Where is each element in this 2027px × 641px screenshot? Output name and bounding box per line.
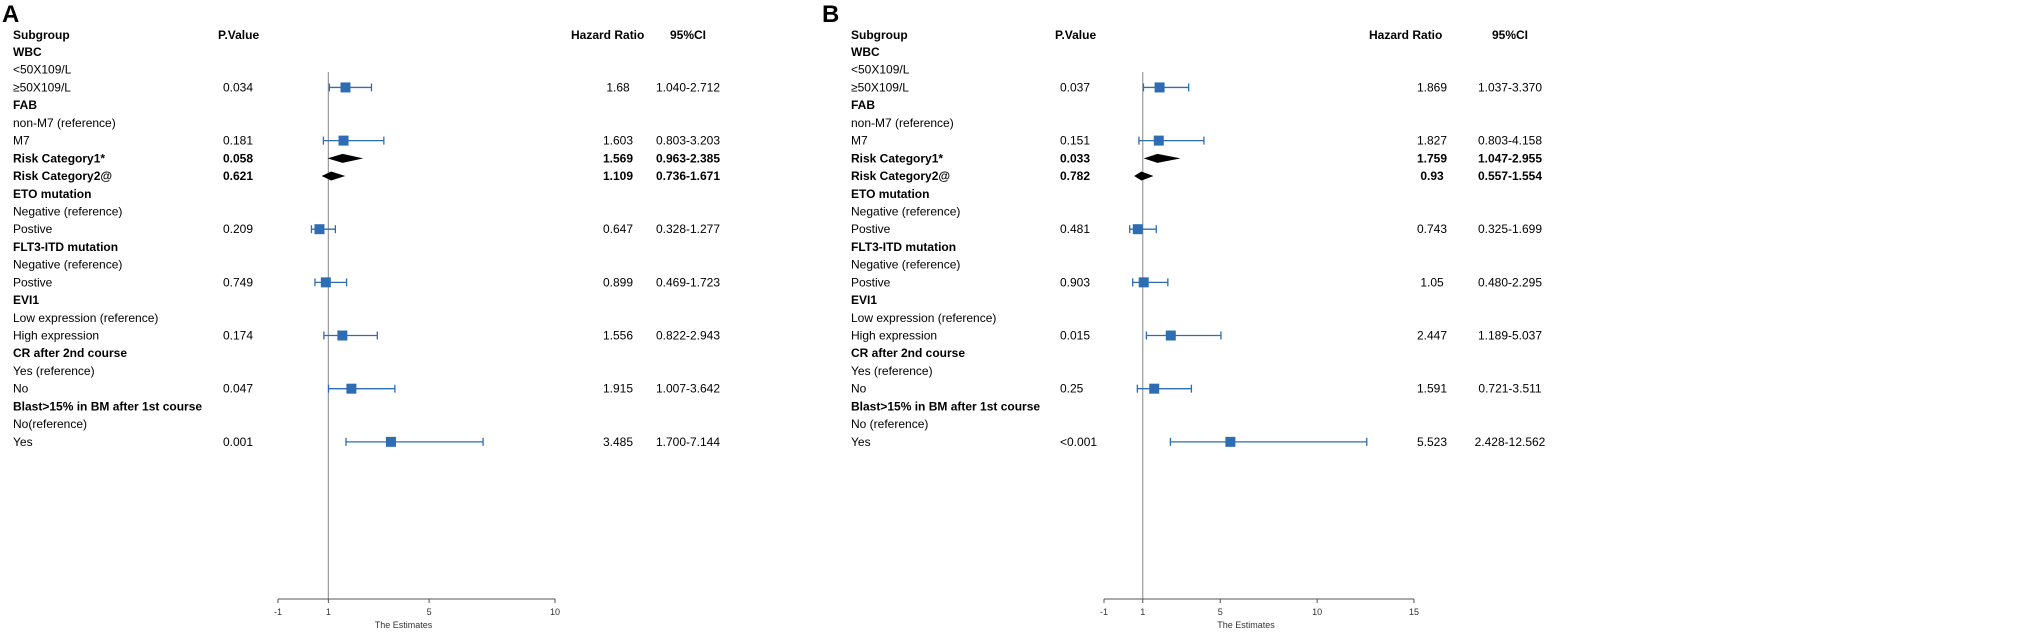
row-pvalue: <0.001 [1060,434,1098,449]
row-label: ETO mutation [851,186,930,201]
row-label: Negative (reference) [13,204,123,219]
row-95ci: 0.736-1.671 [655,169,721,184]
row-95ci: 0.325-1.699 [1477,222,1543,237]
row-pvalue: 0.174 [223,328,254,343]
row-95ci: 1.007-3.642 [655,381,721,396]
row-label: High expression [13,328,100,343]
row-label: <50X109/L [13,62,72,77]
row-pvalue: 0.25 [1060,381,1084,396]
row-label: FAB [13,98,37,113]
estimate-marker [321,277,331,287]
row-pvalue: 0.033 [1060,151,1091,166]
row-label: Low expression (reference) [13,310,159,325]
header-95ci: 95%CI [1491,28,1529,42]
row-label: Negative (reference) [13,257,123,272]
row-label: No(reference) [13,417,88,432]
estimate-marker [340,82,350,92]
header-hazard-ratio: Hazard Ratio [571,28,645,42]
panel-letter: B [822,1,840,28]
row-label: Postive [13,222,53,237]
row-95ci: 0.963-2.385 [655,151,721,166]
row-label: Risk Category1* [13,151,106,166]
row-label: FLT3-ITD mutation [851,239,957,254]
header-95ci: 95%CI [669,28,707,42]
row-label: FAB [851,98,875,113]
row-hazard-ratio: 1.591 [1416,381,1448,396]
row-hazard-ratio: 1.827 [1416,133,1448,148]
estimate-marker [1154,136,1164,146]
row-95ci: 0.822-2.943 [655,328,721,343]
x-tick-label: 15 [1408,607,1420,617]
row-95ci: 2.428-12.562 [1474,434,1546,449]
row-95ci: 0.469-1.723 [655,275,721,290]
row-hazard-ratio: 1.68 [606,80,630,95]
row-pvalue: 0.015 [1060,328,1091,343]
x-tick-label: 1 [1140,607,1146,617]
forest-panel-b [822,1,1546,630]
summary-diamond [1144,154,1181,163]
row-95ci: 0.803-3.203 [655,133,721,148]
row-pvalue: 0.047 [223,381,254,396]
row-label: Yes (reference) [13,363,95,378]
header-hazard-ratio: Hazard Ratio [1369,28,1443,42]
estimate-marker [1149,384,1159,394]
forest-panel-a [2,1,720,630]
row-label: ≥50X109/L [851,80,909,95]
header-subgroup: Subgroup [13,28,70,42]
row-hazard-ratio: 1.569 [602,151,634,166]
row-label: non-M7 (reference) [851,115,954,130]
row-label: Yes (reference) [851,363,933,378]
row-label: M7 [13,133,30,148]
header-pvalue: P.Value [1055,28,1097,42]
row-label: Blast>15% in BM after 1st course [851,399,1041,414]
row-label: non-M7 (reference) [13,115,116,130]
row-label: Blast>15% in BM after 1st course [13,399,203,414]
row-pvalue: 0.034 [223,80,254,95]
x-axis-title: The Estimates [374,620,433,630]
x-axis-title: The Estimates [1217,620,1275,630]
estimate-marker [337,331,347,341]
row-hazard-ratio: 0.743 [1416,222,1448,237]
row-label: CR after 2nd course [13,346,128,361]
row-label: <50X109/L [851,62,910,77]
row-95ci: 1.189-5.037 [1477,328,1543,343]
row-label: Postive [851,222,891,237]
row-pvalue: 0.151 [1060,133,1091,148]
x-tick-label: -1 [1099,607,1109,617]
row-label: ≥50X109/L [13,80,71,95]
row-label: Risk Category2@ [13,169,113,184]
row-label: ETO mutation [13,186,92,201]
row-pvalue: 0.058 [223,151,254,166]
row-label: Negative (reference) [851,204,961,219]
estimate-marker [1225,437,1235,447]
row-hazard-ratio: 1.759 [1416,151,1448,166]
row-label: Yes [13,434,33,449]
header-pvalue: P.Value [218,28,260,42]
row-95ci: 0.803-4.158 [1477,133,1543,148]
row-pvalue: 0.903 [1060,275,1091,290]
estimate-marker [1133,224,1143,234]
x-tick-label: 10 [549,607,561,617]
row-label: Risk Category2@ [851,169,951,184]
x-tick-label: 5 [1217,607,1223,617]
row-hazard-ratio: 1.109 [602,169,634,184]
row-label: Risk Category1* [851,151,944,166]
row-label: Postive [13,275,53,290]
estimate-marker [346,384,356,394]
estimate-marker [314,224,324,234]
row-hazard-ratio: 0.647 [602,222,634,237]
header-subgroup: Subgroup [851,28,908,42]
row-label: EVI1 [851,293,878,308]
estimate-marker [339,136,349,146]
row-hazard-ratio: 5.523 [1416,434,1448,449]
row-95ci: 0.721-3.511 [1478,381,1542,396]
row-95ci: 0.480-2.295 [1477,275,1543,290]
row-95ci: 0.557-1.554 [1477,169,1543,184]
row-95ci: 1.037-3.370 [1477,80,1543,95]
row-label: FLT3-ITD mutation [13,239,119,254]
panel-letter: A [2,1,20,28]
row-label: Yes [851,434,871,449]
x-tick-label: -1 [273,607,283,617]
summary-diamond [327,154,363,163]
row-label: No [851,381,867,396]
estimate-marker [1166,331,1176,341]
row-pvalue: 0.209 [223,222,254,237]
estimate-marker [1139,277,1149,287]
row-label: No (reference) [851,417,929,432]
row-hazard-ratio: 3.485 [602,434,634,449]
x-tick-label: 5 [426,607,432,617]
row-hazard-ratio: 1.869 [1416,80,1448,95]
row-pvalue: 0.037 [1060,80,1091,95]
row-label: Negative (reference) [851,257,961,272]
row-95ci: 1.040-2.712 [655,80,721,95]
row-label: WBC [851,45,880,59]
x-tick-label: 10 [1312,607,1323,617]
row-hazard-ratio: 1.556 [602,328,634,343]
row-95ci: 1.700-7.144 [655,434,721,449]
row-hazard-ratio: 0.93 [1420,169,1444,184]
row-hazard-ratio: 1.603 [602,133,634,148]
row-95ci: 1.047-2.955 [1477,151,1543,166]
row-label: M7 [851,133,868,148]
row-hazard-ratio: 0.899 [602,275,634,290]
row-label: EVI1 [13,293,40,308]
row-pvalue: 0.782 [1060,169,1091,184]
row-hazard-ratio: 1.05 [1420,275,1444,290]
row-label: No [13,381,29,396]
row-label: WBC [13,45,42,59]
x-tick-label: 1 [325,607,331,617]
row-hazard-ratio: 2.447 [1416,328,1448,343]
row-hazard-ratio: 1.915 [602,381,634,396]
summary-diamond [322,172,346,181]
row-pvalue: 0.481 [1060,222,1091,237]
row-label: CR after 2nd course [851,346,966,361]
row-pvalue: 0.181 [223,133,254,148]
summary-diamond [1134,172,1153,181]
row-pvalue: 0.621 [223,169,254,184]
row-label: High expression [851,328,938,343]
row-pvalue: 0.749 [223,275,254,290]
estimate-marker [386,437,396,447]
row-label: Low expression (reference) [851,310,997,325]
row-pvalue: 0.001 [223,434,254,449]
row-label: Postive [851,275,891,290]
row-95ci: 0.328-1.277 [655,222,721,237]
estimate-marker [1155,82,1165,92]
